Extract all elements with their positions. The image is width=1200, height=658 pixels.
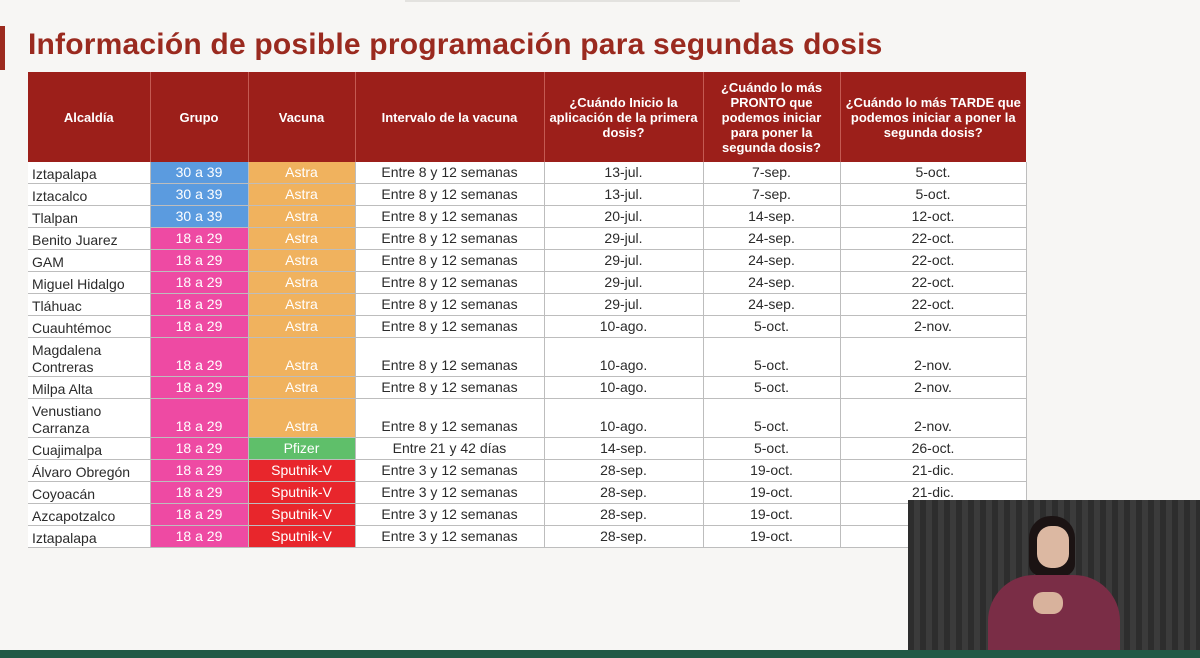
- interpreter-face: [1037, 526, 1069, 568]
- cell-vacuna: Astra: [248, 162, 355, 184]
- cell-vacuna: Astra: [248, 294, 355, 316]
- cell-primera: 14-sep.: [544, 438, 703, 460]
- cell-primera: 28-sep.: [544, 526, 703, 548]
- table-row: [28, 294, 1026, 316]
- cell-pronto: 24-sep.: [703, 294, 840, 316]
- cell-grupo: 18 a 29: [150, 377, 248, 399]
- header-vacuna: Vacuna: [248, 72, 355, 162]
- cell-grupo: 18 a 29: [150, 338, 248, 377]
- cell-grupo: 18 a 29: [150, 438, 248, 460]
- cell-primera: 28-sep.: [544, 460, 703, 482]
- cell-vacuna: Astra: [248, 228, 355, 250]
- cell-alcaldia: Milpa Alta: [28, 377, 150, 399]
- cell-primera: 29-jul.: [544, 228, 703, 250]
- cell-pronto: 5-oct.: [703, 338, 840, 377]
- table-row: [28, 338, 1026, 377]
- cell-tarde: 5-oct.: [840, 162, 1026, 184]
- header-pronto: ¿Cuándo lo más PRONTO que podemos iniciar para poner la segunda dosis?: [703, 72, 840, 162]
- cell-primera: 10-ago.: [544, 316, 703, 338]
- cell-alcaldia: Iztapalapa: [28, 162, 150, 184]
- cell-alcaldia: Tlalpan: [28, 206, 150, 228]
- cell-primera: 10-ago.: [544, 377, 703, 399]
- cell-alcaldia: Tláhuac: [28, 294, 150, 316]
- cell-vacuna: Astra: [248, 272, 355, 294]
- header-intervalo: Intervalo de la vacuna: [355, 72, 544, 162]
- cell-intervalo: Entre 8 y 12 semanas: [355, 399, 544, 438]
- cell-vacuna: Astra: [248, 338, 355, 377]
- cell-vacuna: Astra: [248, 206, 355, 228]
- cell-pronto: 19-oct.: [703, 526, 840, 548]
- cell-alcaldia: Miguel Hidalgo: [28, 272, 150, 294]
- cell-tarde: 2-nov.: [840, 338, 1026, 377]
- header-tarde: ¿Cuándo lo más TARDE que podemos iniciar a poner la segunda dosis?: [840, 72, 1026, 162]
- cell-vacuna: Sputnik-V: [248, 504, 355, 526]
- interpreter-hands: [1033, 592, 1063, 614]
- cell-grupo: 30 a 39: [150, 162, 248, 184]
- table-row: [28, 526, 1026, 548]
- cell-alcaldia: Iztacalco: [28, 184, 150, 206]
- cell-primera: 13-jul.: [544, 162, 703, 184]
- cell-grupo: 30 a 39: [150, 184, 248, 206]
- cell-tarde: 5-oct.: [840, 184, 1026, 206]
- cell-alcaldia: Azcapotzalco: [28, 504, 150, 526]
- cell-pronto: 24-sep.: [703, 272, 840, 294]
- cell-grupo: 18 a 29: [150, 316, 248, 338]
- cell-intervalo: Entre 8 y 12 semanas: [355, 184, 544, 206]
- cell-grupo: 18 a 29: [150, 272, 248, 294]
- cell-vacuna: Pfizer: [248, 438, 355, 460]
- cell-primera: 13-jul.: [544, 184, 703, 206]
- cell-primera: 28-sep.: [544, 482, 703, 504]
- cell-tarde: 22-oct.: [840, 228, 1026, 250]
- cell-grupo: 18 a 29: [150, 460, 248, 482]
- cell-primera: 29-jul.: [544, 294, 703, 316]
- cell-intervalo: Entre 3 y 12 semanas: [355, 460, 544, 482]
- cell-intervalo: Entre 21 y 42 días: [355, 438, 544, 460]
- table-row: [28, 377, 1026, 399]
- cell-primera: 28-sep.: [544, 504, 703, 526]
- cell-pronto: 5-oct.: [703, 399, 840, 438]
- cell-vacuna: Sputnik-V: [248, 460, 355, 482]
- cell-grupo: 18 a 29: [150, 482, 248, 504]
- schedule-table-container: [28, 72, 1027, 548]
- cell-tarde: 12-oct.: [840, 206, 1026, 228]
- cell-intervalo: Entre 8 y 12 semanas: [355, 250, 544, 272]
- cell-intervalo: Entre 8 y 12 semanas: [355, 162, 544, 184]
- cell-tarde: 21-dic.: [840, 482, 1026, 504]
- cell-primera: 29-jul.: [544, 272, 703, 294]
- table-row: [28, 399, 1026, 438]
- cell-pronto: 19-oct.: [703, 482, 840, 504]
- page-title: Información de posible programación para segundas dosis: [28, 28, 883, 61]
- cell-alcaldia: Cuauhtémoc: [28, 316, 150, 338]
- header-grupo: Grupo: [150, 72, 248, 162]
- cell-intervalo: Entre 8 y 12 semanas: [355, 272, 544, 294]
- cell-alcaldia: Venustiano Carranza: [28, 399, 150, 438]
- cell-alcaldia: Álvaro Obregón: [28, 460, 150, 482]
- cell-alcaldia: Magdalena Contreras: [28, 338, 150, 377]
- cell-grupo: 18 a 29: [150, 399, 248, 438]
- cell-intervalo: Entre 8 y 12 semanas: [355, 377, 544, 399]
- table-row: [28, 272, 1026, 294]
- header-alcaldia: Alcaldía: [28, 72, 150, 162]
- cell-pronto: 19-oct.: [703, 460, 840, 482]
- cell-pronto: 24-sep.: [703, 250, 840, 272]
- table-row: [28, 504, 1026, 526]
- cell-vacuna: Astra: [248, 316, 355, 338]
- title-accent-bar: [0, 26, 5, 70]
- cell-grupo: 18 a 29: [150, 228, 248, 250]
- cell-alcaldia: GAM: [28, 250, 150, 272]
- schedule-table: [28, 72, 1027, 548]
- cell-pronto: 19-oct.: [703, 504, 840, 526]
- cell-alcaldia: Iztapalapa: [28, 526, 150, 548]
- cell-primera: 10-ago.: [544, 338, 703, 377]
- cell-tarde: 2-nov.: [840, 377, 1026, 399]
- table-row: [28, 482, 1026, 504]
- table-row: [28, 206, 1026, 228]
- cell-pronto: 24-sep.: [703, 228, 840, 250]
- cell-tarde: 22-oct.: [840, 272, 1026, 294]
- table-row: [28, 438, 1026, 460]
- cell-tarde: 22-oct.: [840, 250, 1026, 272]
- header-row: [28, 72, 1026, 162]
- cell-pronto: 5-oct.: [703, 377, 840, 399]
- footer-bar: [0, 650, 1200, 658]
- cell-grupo: 18 a 29: [150, 294, 248, 316]
- cell-tarde: 21-dic.: [840, 460, 1026, 482]
- cell-primera: 29-jul.: [544, 250, 703, 272]
- cell-vacuna: Sputnik-V: [248, 482, 355, 504]
- top-divider: [405, 0, 740, 2]
- cell-intervalo: Entre 8 y 12 semanas: [355, 338, 544, 377]
- cell-alcaldia: Coyoacán: [28, 482, 150, 504]
- cell-primera: 20-jul.: [544, 206, 703, 228]
- cell-intervalo: Entre 3 y 12 semanas: [355, 526, 544, 548]
- cell-vacuna: Astra: [248, 377, 355, 399]
- cell-alcaldia: Cuajimalpa: [28, 438, 150, 460]
- cell-vacuna: Astra: [248, 399, 355, 438]
- cell-grupo: 18 a 29: [150, 250, 248, 272]
- cell-alcaldia: Benito Juarez: [28, 228, 150, 250]
- table-row: [28, 460, 1026, 482]
- cell-tarde: 2-nov.: [840, 399, 1026, 438]
- cell-grupo: 18 a 29: [150, 526, 248, 548]
- table-body: [28, 162, 1026, 548]
- cell-intervalo: Entre 3 y 12 semanas: [355, 482, 544, 504]
- interpreter-body: [988, 575, 1120, 658]
- table-row: [28, 162, 1026, 184]
- table-row: [28, 184, 1026, 206]
- cell-vacuna: Sputnik-V: [248, 526, 355, 548]
- cell-vacuna: Astra: [248, 250, 355, 272]
- header-primera-dosis: ¿Cuándo Inicio la aplicación de la primera dosis?: [544, 72, 703, 162]
- cell-tarde: 26-oct.: [840, 438, 1026, 460]
- cell-primera: 10-ago.: [544, 399, 703, 438]
- cell-vacuna: Astra: [248, 184, 355, 206]
- cell-pronto: 7-sep.: [703, 184, 840, 206]
- table-row: [28, 316, 1026, 338]
- cell-grupo: 30 a 39: [150, 206, 248, 228]
- cell-grupo: 18 a 29: [150, 504, 248, 526]
- cell-pronto: 5-oct.: [703, 438, 840, 460]
- cell-pronto: 7-sep.: [703, 162, 840, 184]
- cell-intervalo: Entre 8 y 12 semanas: [355, 294, 544, 316]
- table-row: [28, 250, 1026, 272]
- cell-tarde: 22-oct.: [840, 294, 1026, 316]
- cell-intervalo: Entre 8 y 12 semanas: [355, 228, 544, 250]
- cell-intervalo: Entre 8 y 12 semanas: [355, 206, 544, 228]
- cell-tarde: 2-nov.: [840, 316, 1026, 338]
- cell-pronto: 14-sep.: [703, 206, 840, 228]
- table-row: [28, 228, 1026, 250]
- cell-intervalo: Entre 8 y 12 semanas: [355, 316, 544, 338]
- cell-pronto: 5-oct.: [703, 316, 840, 338]
- cell-intervalo: Entre 3 y 12 semanas: [355, 504, 544, 526]
- sign-language-interpreter-video: [908, 500, 1200, 658]
